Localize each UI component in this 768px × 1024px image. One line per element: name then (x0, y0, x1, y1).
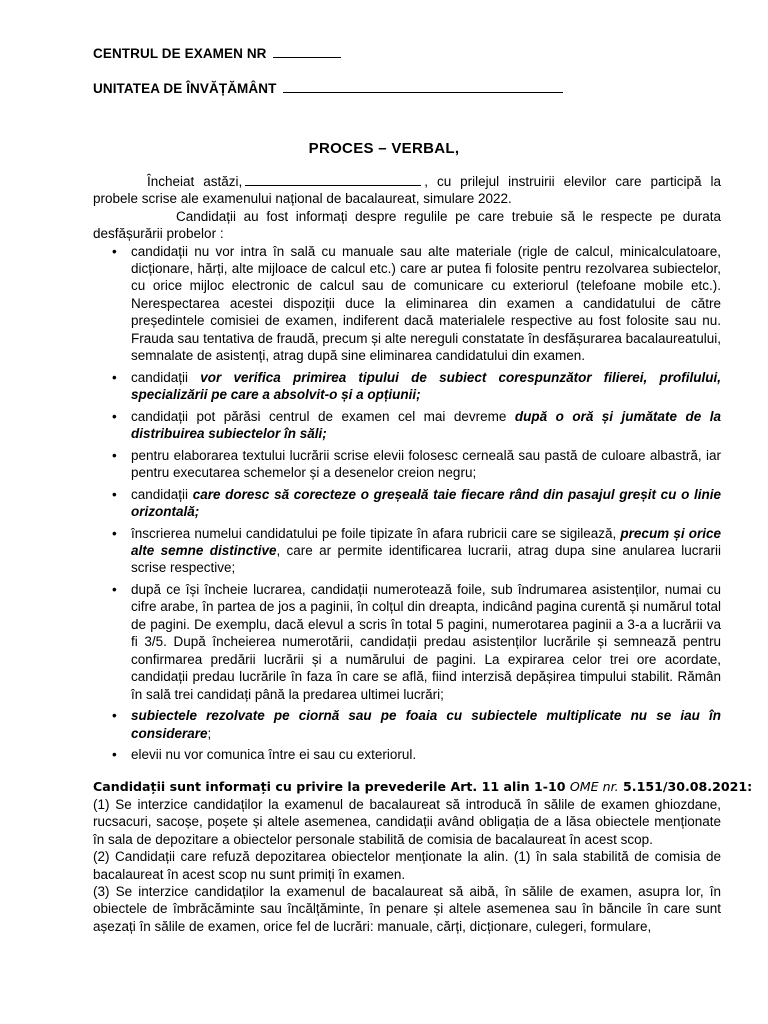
school-unit-line (93, 80, 563, 96)
article-paragraph-1: (1) Se interzice candidaților la examenul de bacalaureat să introducă în sălile de examen ghiozdane, rucsacuri, sacoșe, poșete și altele asemenea, candidații având obligația de a lăsa obiectele menționate în sala de depozitare a obiectelor personale stabilită de comisia de bacalaureat în acest scop. (93, 796, 721, 847)
rule-text: înscrierea numelui candidatului pe foile tipizate în afara rubricii care se sigilează, (131, 525, 621, 541)
rule-emphasis: după o oră și jumătate de la distribuirea subiectelor în săli; (131, 408, 721, 442)
school-unit-blank (283, 80, 563, 93)
rule-text: elevii nu vor comunica între ei sau cu exteriorul. (131, 747, 417, 763)
rule-item (93, 243, 721, 365)
rule-item (93, 707, 721, 742)
rule-emphasis: vor verifica primirea tipului de subiect corespunzător filierei, profilului, specializării pe care a absolvit-o și a opțiunii; (131, 369, 721, 403)
section-heading-text: Candidații sunt informați cu privire la prevederile Art. 11 alin 1-10 (93, 778, 570, 794)
rule-item (93, 486, 721, 521)
section-heading-ref: 5.151/30.08.2021: (618, 778, 753, 794)
rule-text: ; (207, 725, 212, 741)
rule-item (93, 746, 721, 763)
document-body (93, 173, 753, 935)
section-heading (93, 778, 753, 795)
rule-text: după ce își încheie lucrarea, candidații numerotează foile, sub îndrumarea asistenților, numai cu cifre arabe, în partea de jos a paginii, în colțul din dreapta, indicând pagina curentă și numărul total de pagini. De exemplu, dacă elevul a scris în total 5 pagini, numerotarea paginii a 3-a a lucrării va fi 3/5. După încheierea numerotării, candidații predau asistenților lucrările și semnează pentru confirmarea predării lucrării și a numărului de pagini. La expirarea celor trei ore acordate, candidații predau lucrările în faza în care se află, fiind interzisă depășirea timpului stabilit. Rămân în sală trei candidați până la predarea ultimei lucrări; (131, 582, 721, 702)
rule-text: candidații (131, 369, 201, 385)
intro-text-start: Încheiat astăzi, (147, 174, 243, 189)
article-paragraph-2: (2) Candidații care refuză depozitarea obiectelor menționate la alin. (1) în sala stabilită de comisia de bacalaureat în acest scop nu sunt primiți în examen. (93, 849, 721, 882)
article-paragraph-3: (3) Se interzice candidaților la examenul de bacalaureat să aibă, în sălile de examen, asupra lor, în obiectele de îmbrăcăminte sau încălțăminte, în penare și altele asemenea sau în băncile în care sunt așezați în sălile de examen, orice fel de lucrări: manuale, cărți, dicționare, culegeri, formulare, (93, 883, 721, 934)
rule-emphasis: subiectele rezolvate pe ciornă sau pe foaia cu subiectele multiplicate nu se iau în considerare (131, 708, 721, 741)
rule-text: candidații nu vor intra în sală cu manuale sau alte materiale (rigle de calcul, minicalculatoare, dicționare, hărți, alte mijloace de calcul etc.) care ar putea fi folosite pentru rezolvarea subiectelor, cu orice mijloc electronic de calcul sau de comunicare cu exteriorul (telefoane mobile etc.). Nerespectarea acestei dispoziții duce la eliminarea din examen a candidatului de către președintele comisiei de examen, indiferent dacă materialele respective au fost folosite sau nu. Frauda sau tentativa de fraudă, precum și alte nereguli constatate în desfășurarea bacalaureatului, semnalate de asistenți, atrag după sine eliminarea candidatului din examen. (131, 243, 721, 364)
rules-list (93, 243, 721, 764)
exam-center-line (93, 45, 341, 61)
rule-text: candidații (131, 486, 193, 502)
intro-text-end: , cu prilejul instruirii elevilor care participă la probele scrise ale examenului național de bacalaureat, simulare 2022. (93, 174, 721, 207)
school-unit-label: UNITATEA DE ÎNVĂȚĂMÂNT (93, 81, 277, 96)
info-paragraph: Candidații au fost informați despre regulile pe care trebuie să le respecte pe durata desfășurării probelor : (93, 208, 721, 242)
rule-item (93, 369, 721, 404)
exam-center-label: CENTRUL DE EXAMEN NR (93, 46, 267, 61)
section-heading-ome: OME nr. (569, 778, 619, 794)
rule-text: , care ar permite identificarea lucrarii, atrag dupa sine anularea lucrarii scrise respective; (131, 543, 721, 576)
intro-paragraph (93, 173, 721, 208)
date-blank (245, 173, 421, 186)
exam-center-blank (273, 45, 341, 58)
document-title: PROCES – VERBAL, (308, 140, 460, 157)
rule-emphasis: care doresc să corecteze o greșeală taie fiecare rând din pasajul greșit cu o linie orizontală; (131, 486, 722, 520)
rule-item (93, 581, 721, 703)
rule-item (93, 408, 721, 443)
rule-item (93, 525, 721, 577)
rule-item (93, 447, 721, 482)
rule-text: pentru elaborarea textului lucrării scrise elevii folosesc cerneală sau pastă de culoare albastră, iar pentru executarea schemelor și a desenelor creion negru; (131, 447, 721, 481)
rule-emphasis: precum și orice alte semne distinctive (131, 525, 721, 559)
rule-text: candidații pot părăsi centrul de examen cel mai devreme (131, 408, 515, 424)
